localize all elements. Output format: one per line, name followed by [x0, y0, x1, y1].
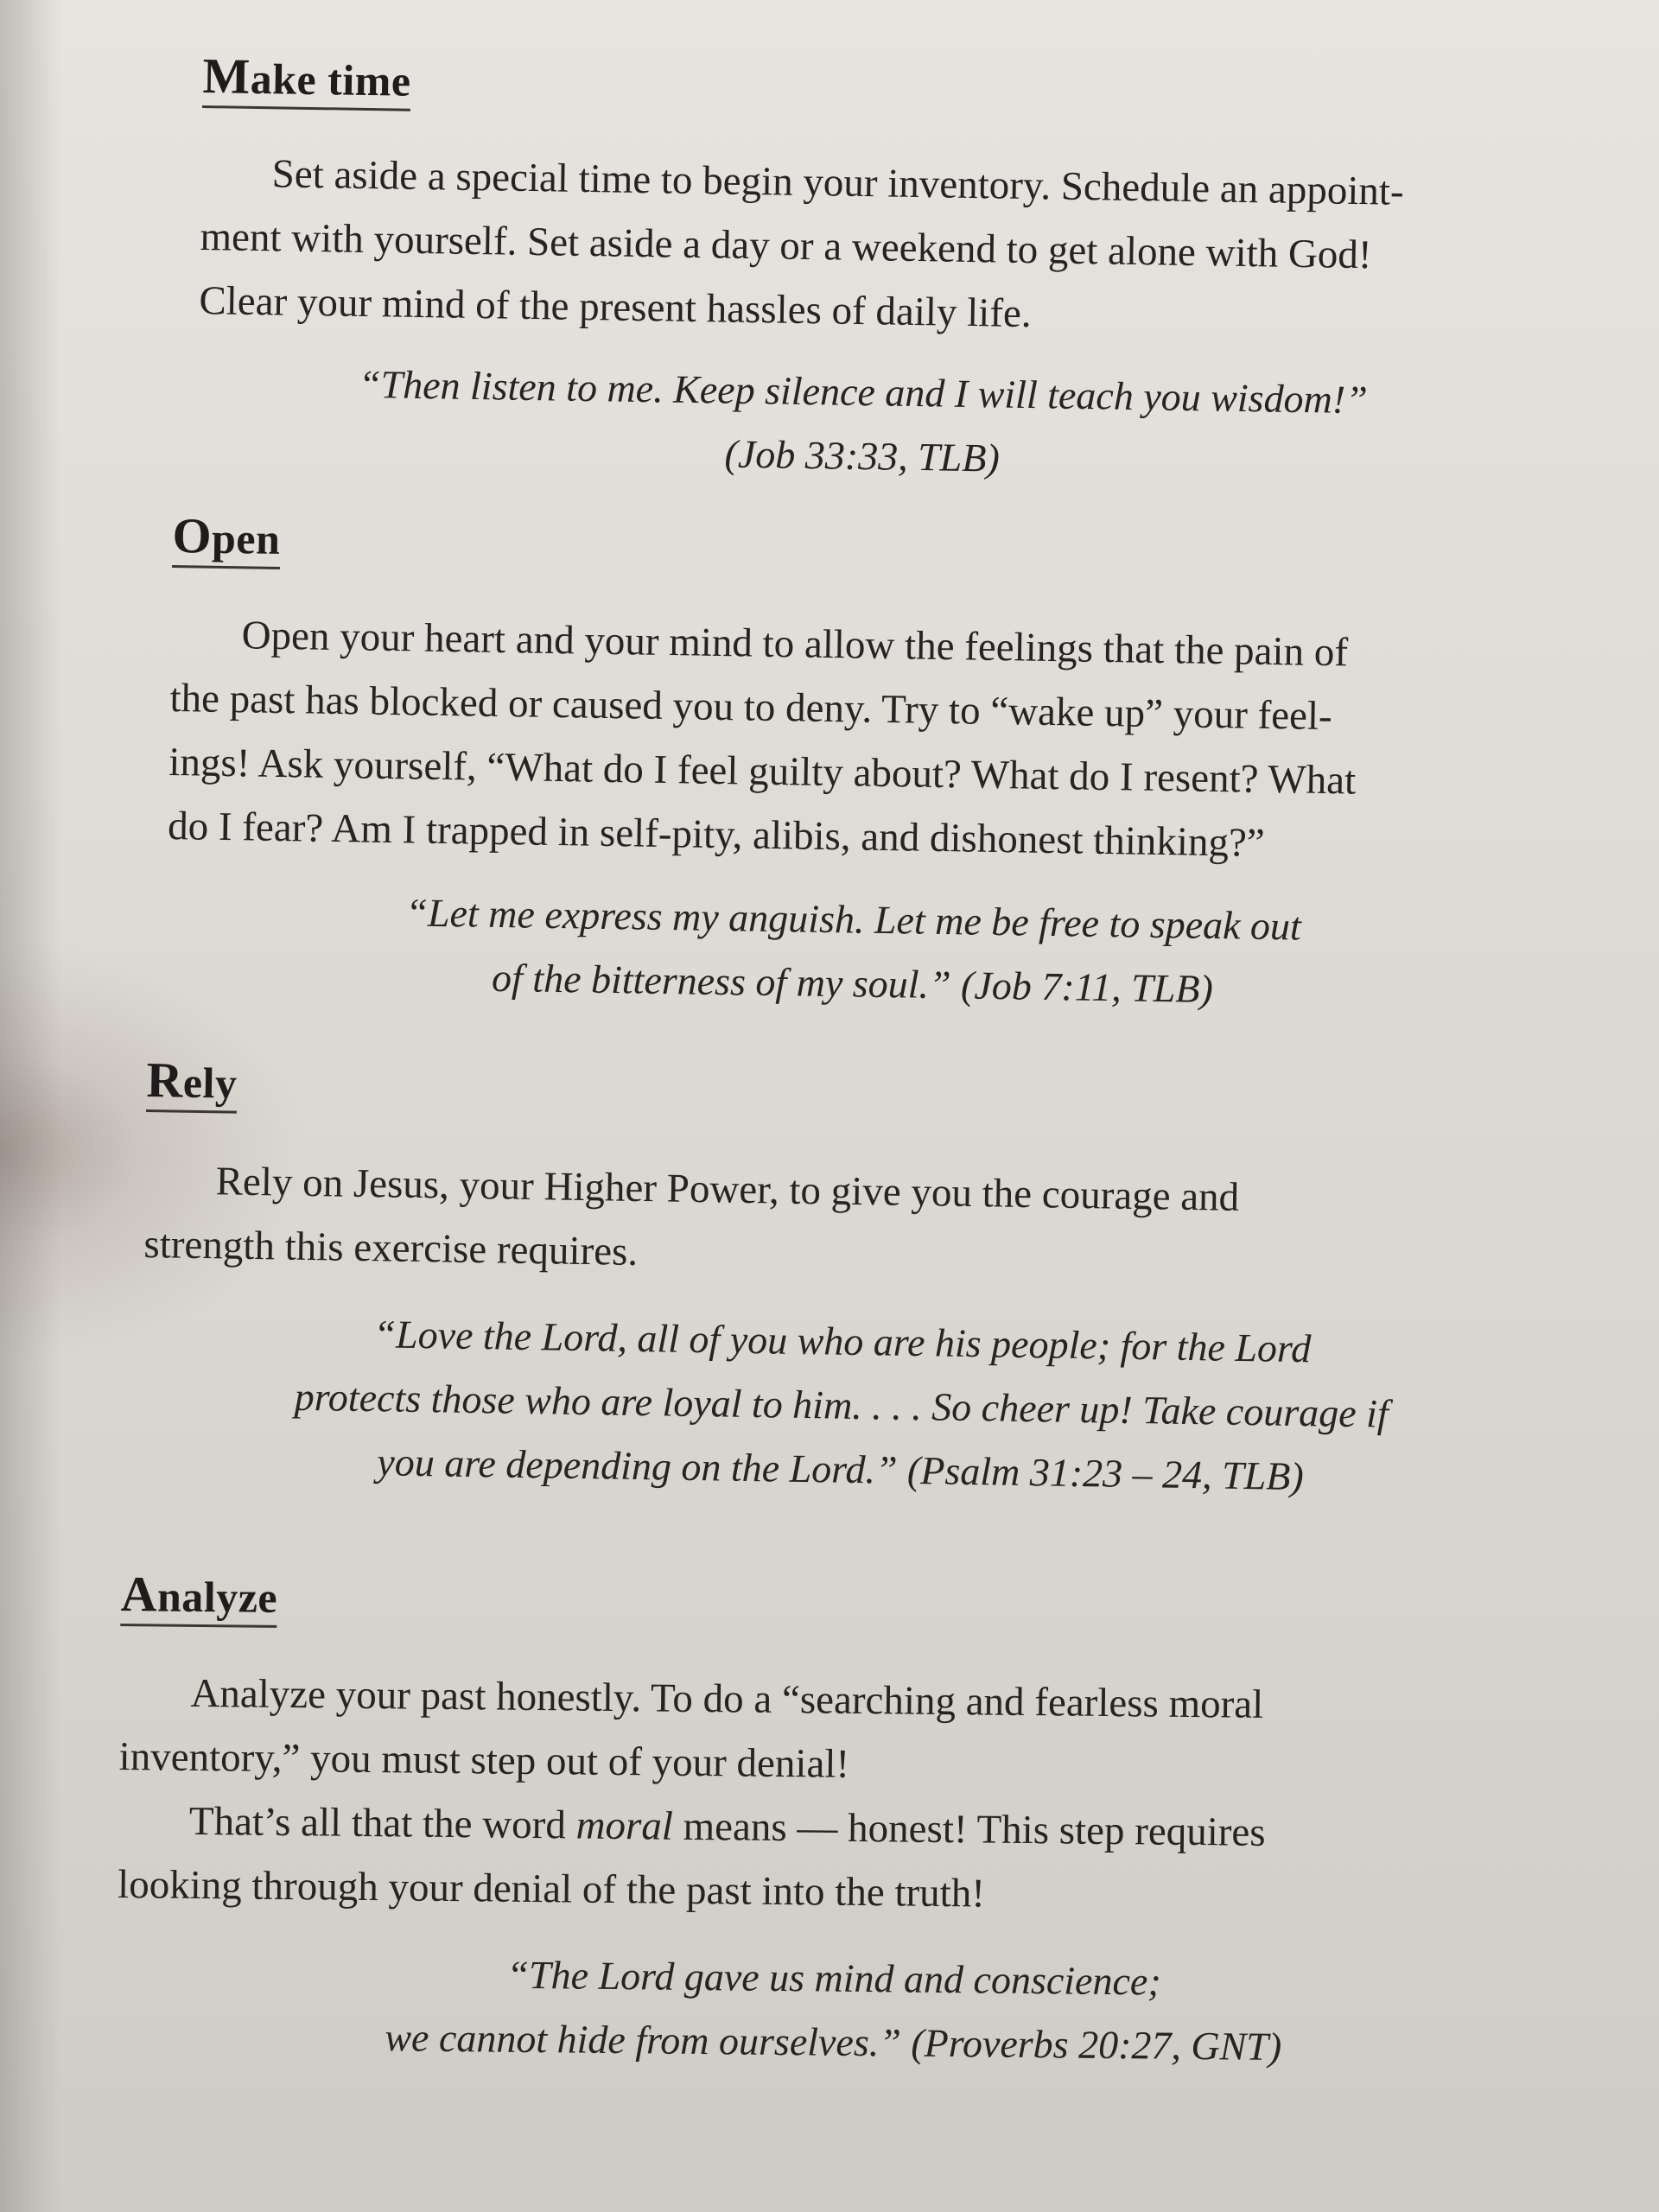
heading-make-time — [202, 50, 411, 111]
paragraph-line: Rely on Jesus, your Higher Power, to give you the courage and — [215, 1159, 1240, 1220]
quote-line: protects those who are loyal to him. . . . So cheer up! Take courage if — [294, 1374, 1389, 1436]
heading-initial: O — [172, 507, 213, 564]
paragraph-analyze — [118, 1661, 1554, 1931]
paragraph-line: the past has blocked or caused you to deny. Try to “wake up” your feel- — [169, 675, 1333, 740]
paragraph-open — [168, 602, 1545, 880]
quote-line: “Then listen to me. Keep silence and I will teach you wisdom!” — [358, 361, 1369, 423]
heading-rest: nalyze — [156, 1572, 278, 1622]
section-make-time — [196, 50, 1534, 499]
section-analyze — [116, 1568, 1555, 2082]
paragraph-line: ment with yourself. Set aside a day or a weekend to get alone with God! — [200, 213, 1372, 278]
quote-rely — [140, 1299, 1542, 1512]
quote-line: “The Lord gave us mind and conscience; — [506, 1952, 1161, 2004]
paragraph-line: strength this exercise requires. — [143, 1221, 639, 1274]
paragraph-line: Open your heart and your mind to allow the feelings that the pain of — [241, 613, 1349, 676]
quote-line: we cannot hide from ourselves.” (Proverbs 20:27, GNT) — [385, 2015, 1282, 2069]
paragraph-line: Set aside a special time to begin your inventory. Schedule an appoint- — [271, 151, 1405, 214]
quote-line: “Let me express my anguish. Let me be free to speak out — [405, 890, 1302, 949]
paragraph-line: That’s all that the word moral means — honest! This step requires — [188, 1798, 1266, 1855]
paragraph-rely — [143, 1148, 1545, 1298]
quote-line: of the bitterness of my soul.” (Job 7:11, TLB) — [491, 955, 1214, 1011]
paragraph-line: ings! Ask yourself, “What do I feel guilty about? What do I resent? What — [168, 739, 1357, 804]
quote-make-time — [196, 350, 1529, 499]
heading-analyze — [120, 1568, 277, 1628]
heading-initial: M — [202, 48, 251, 105]
section-rely — [140, 1054, 1547, 1512]
paragraph-line: Analyze your past honestly. To do a “searching and fearless moral — [190, 1670, 1264, 1727]
paragraph-line: do I fear? Am I trapped in self-pity, alibis, and dishonest thinking?” — [167, 803, 1266, 866]
paragraph-line: inventory,” you must step out of your denial! — [118, 1733, 850, 1787]
quote-open — [165, 877, 1541, 1027]
quote-line: you are depending on the Lord.” (Psalm 31:23 – 24, TLB) — [377, 1440, 1305, 1499]
paragraph-line: Clear your mind of the present hassles of daily life. — [199, 277, 1032, 337]
quote-line: “Love the Lord, all of you who are his people; for the Lord — [373, 1312, 1312, 1371]
heading-initial: A — [120, 1566, 158, 1623]
section-open — [165, 507, 1547, 1027]
heading-rest: pen — [211, 513, 281, 563]
heading-open — [172, 507, 281, 569]
heading-initial: R — [146, 1052, 184, 1109]
paragraph-line: looking through your denial of the past into the truth! — [117, 1861, 986, 1916]
quote-analyze — [116, 1939, 1551, 2082]
heading-rest: ely — [182, 1058, 238, 1108]
paragraph-make-time — [199, 141, 1532, 353]
heading-rely — [146, 1054, 238, 1114]
quote-reference: (Job 33:33, TLB) — [724, 431, 1001, 480]
heading-rest: ake time — [250, 54, 412, 105]
emphasis-moral: moral — [575, 1802, 674, 1849]
